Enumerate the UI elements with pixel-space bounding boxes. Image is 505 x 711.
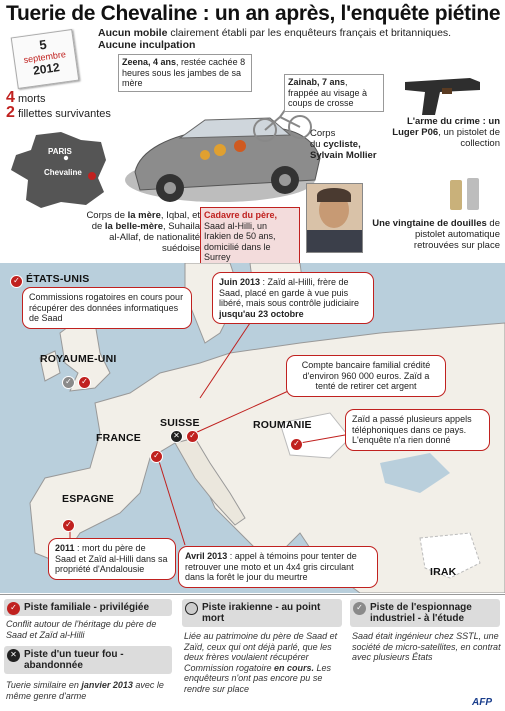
note-roumanie: Zaïd a passé plusieurs appels téléphoniques dans ce pays. L'enquête n'a rien donné bbox=[345, 409, 490, 451]
country-label-france: FRANCE bbox=[96, 432, 141, 444]
circle-icon bbox=[185, 602, 198, 615]
piste-tueur-header: ✕ Piste d'un tueur fou - abandonnée bbox=[4, 646, 172, 674]
note-espagne: 2011 : mort du père de Saad et Zaïd al-Hilli dans sa propriété d'Andalousie bbox=[48, 538, 176, 580]
callout-bodies: Corps de la mère, Iqbal, et de la belle-mère, Suhaila al-Allaf, de nationalité suédoise bbox=[86, 210, 200, 254]
callout-zeena: Zeena, 4 ans, restée cachée 8 heures sous les jambes de sa mère bbox=[118, 54, 252, 92]
country-label-irak: IRAK bbox=[430, 566, 457, 578]
father-photo bbox=[306, 183, 363, 253]
country-label-usa: ÉTATS-UNIS bbox=[26, 273, 90, 285]
country-label-espagne: ESPAGNE bbox=[62, 493, 114, 505]
country-label-uk: ROYAUME-UNI bbox=[40, 353, 117, 365]
bullet-casings-icon bbox=[445, 175, 490, 215]
afp-credit: AFP bbox=[472, 697, 492, 708]
chevaline-label: Chevaline bbox=[44, 168, 82, 177]
check-icon: ✓ bbox=[7, 602, 20, 615]
cross-icon: ✕ bbox=[7, 649, 20, 662]
note-suisse: Compte bancaire familial crédité d'environ 960 000 euros. Zaïd a tenté de retirer cet argent bbox=[286, 355, 446, 397]
calendar-year: 2012 bbox=[32, 60, 61, 78]
casings-caption: Une vingtaine de douilles de pistolet automatique retrouvées sur place bbox=[372, 218, 500, 251]
subtitle-line2: Aucune inculpation bbox=[98, 39, 196, 51]
callout-zainab: Zainab, 7 ans, frappée au visage à coups de crosse bbox=[284, 74, 384, 112]
marker-uk-gray: ✓ bbox=[62, 376, 75, 389]
piste-espionnage-text: Saad était ingénieur chez SSTL, une société de micro-satellites, en contrat avec plusieurs États bbox=[352, 631, 501, 662]
calendar-icon bbox=[11, 29, 80, 89]
check-gray-icon: ✓ bbox=[353, 602, 366, 615]
piste-espionnage-header: ✓ Piste de l'espionnage industriel - à l'étude bbox=[350, 599, 500, 627]
piste-irak-header: Piste irakienne - au point mort bbox=[182, 599, 342, 627]
country-label-suisse: SUISSE bbox=[160, 417, 200, 429]
page-title: Tuerie de Chevaline : un an après, l'enquête piétine bbox=[6, 2, 501, 25]
piste-tueur-text: Tuerie similaire en janvier 2013 avec le même genre d'arme bbox=[6, 680, 164, 701]
piste-familiale-header: ✓ Piste familiale - privilégiée bbox=[4, 599, 172, 616]
weapon-caption: L'arme du crime : un Luger P06, un pistolet de collection bbox=[392, 116, 500, 149]
marker-suisse-black: ✕ bbox=[170, 430, 183, 443]
country-label-roumanie: ROUMANIE bbox=[253, 419, 312, 431]
calendar-month: septembre bbox=[22, 49, 67, 65]
calendar-day: 5 bbox=[38, 36, 48, 53]
callout-father: Cadavre du père, Saad al-Hilli, un Irakien de 50 ans, domicilié dans le Surrey bbox=[200, 207, 300, 266]
note-usa: Commissions rogatoires en cours pour récupérer des données informatiques de Saad bbox=[22, 287, 192, 329]
marker-uk-red: ✓ bbox=[78, 376, 91, 389]
paris-label: PARIS bbox=[48, 147, 72, 156]
marker-espagne: ✓ bbox=[62, 519, 75, 532]
note-juin-2013: Juin 2013 : Zaïd al-Hilli, frère de Saad, placé en garde à vue puis libéré, mais sous contrôle judiciaire jusqu'au 23 octobre bbox=[212, 272, 374, 324]
piste-irak-text: Liée au patrimoine du père de Saad et Zaïd, ceux qui ont déjà parlé, que les deux frères voulaient récupérer Commission rogatoire en cours. Les enquêteurs n'ont pas encore pu se rendre sur place bbox=[184, 631, 338, 694]
stat-girls: 2 fillettes survivantes bbox=[6, 104, 111, 121]
note-avril-2013: Avril 2013 : appel à témoins pour tenter de retrouver une moto et un 4x4 gris circulant dans la forêt le jour du meurtre bbox=[178, 546, 378, 588]
marker-france-red: ✓ bbox=[150, 450, 163, 463]
subtitle-line1: Aucun mobile clairement établi par les enquêteurs français et britanniques. bbox=[98, 27, 452, 39]
piste-familiale-text: Conflit autour de l'héritage du père de Saad et Zaïd al-Hilli bbox=[6, 619, 157, 640]
callout-cyclist: Corps du cycliste, Sylvain Mollier bbox=[310, 128, 377, 161]
stat-dead: 4 morts bbox=[6, 89, 46, 106]
luger-pistol-icon bbox=[400, 70, 500, 120]
marker-suisse-red: ✓ bbox=[186, 430, 199, 443]
marker-usa: ✓ bbox=[10, 275, 23, 288]
marker-roumanie: ✓ bbox=[290, 438, 303, 451]
